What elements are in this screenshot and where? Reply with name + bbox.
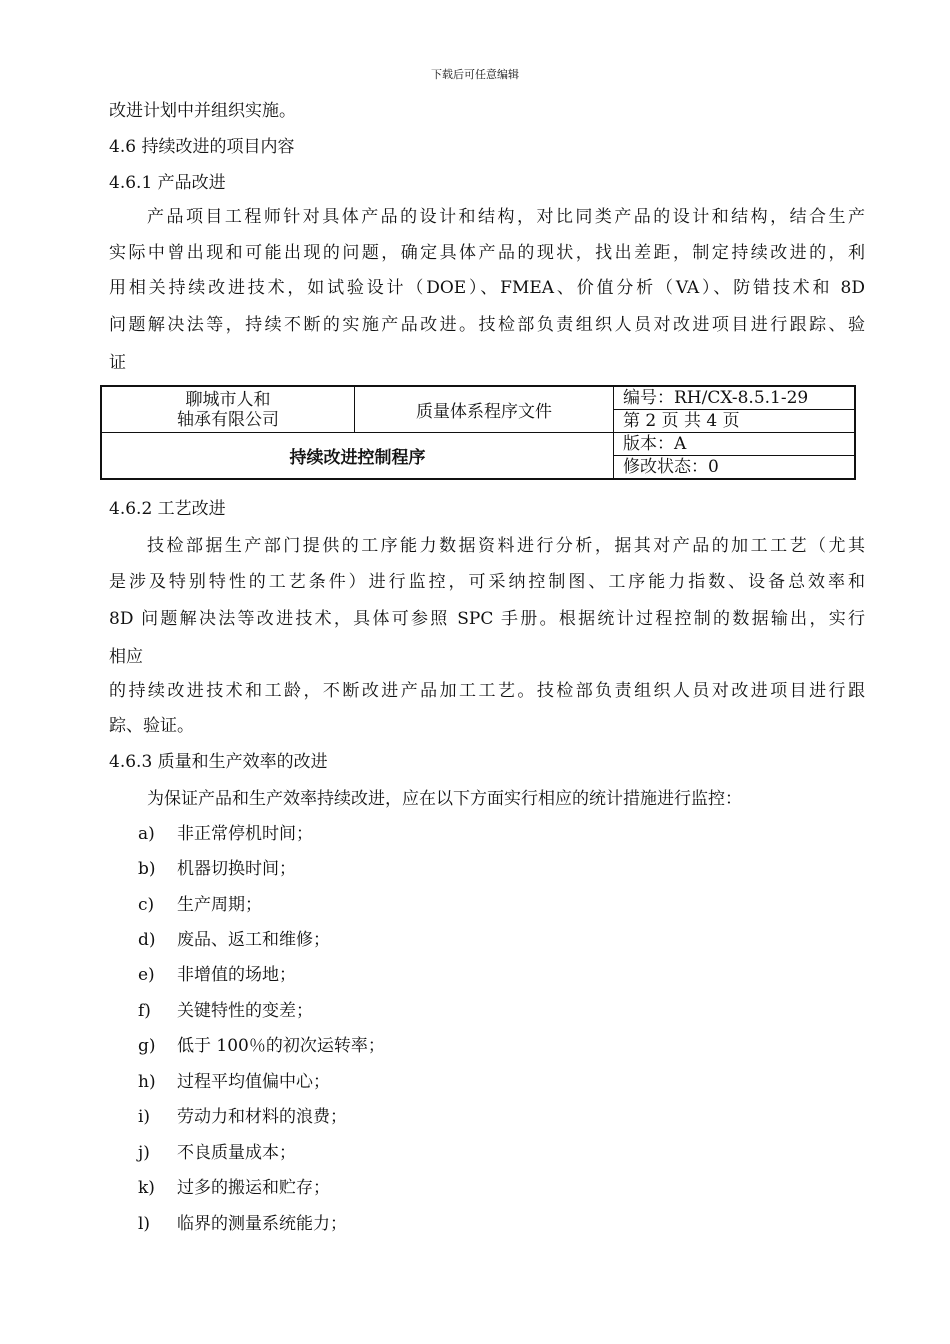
list-item-label: a) xyxy=(138,824,155,844)
list-item-label: g) xyxy=(138,1036,156,1056)
paragraph-line: 问题解决法等，持续不断的实施产品改进。技检部负责组织人员对改进项目进行跟踪、验 xyxy=(109,315,865,335)
paragraph-line: 踪、验证。 xyxy=(109,716,194,736)
list-item-label: l) xyxy=(138,1214,151,1234)
document-number-cell: 编号：RH/CX-8.5.1-29 xyxy=(614,386,856,410)
list-item-label: f) xyxy=(138,1001,151,1021)
paragraph-line: 8D 问题解决法等改进技术，具体可参照 SPC 手册。根据统计过程控制的数据输出，实行 xyxy=(109,609,865,629)
paragraph-line: 用相关持续改进技术，如试验设计（DOE）、FMEA、价值分析（VA）、防错技术和 8D xyxy=(109,278,865,298)
section-heading-4-6-1: 4.6.1 产品改进 xyxy=(109,173,226,193)
company-name-line1: 聊城市人和 xyxy=(185,389,271,410)
version-cell: 版本：A xyxy=(614,433,856,456)
list-item-text: 非增值的场地； xyxy=(177,965,296,985)
section-heading-4-6: 4.6 持续改进的项目内容 xyxy=(109,137,295,157)
paragraph-line: 相应 xyxy=(109,647,143,667)
list-item xyxy=(138,1071,330,1093)
paragraph-line: 技检部据生产部门提供的工序能力数据资料进行分析，据其对产品的加工工艺（尤其 xyxy=(147,536,865,556)
paragraph-line: 产品项目工程师针对具体产品的设计和结构，对比同类产品的设计和结构，结合生产 xyxy=(147,207,865,227)
page-header-note: 下载后可任意编辑 xyxy=(431,68,519,81)
list-item-label: b) xyxy=(138,859,156,879)
list-item-label: h) xyxy=(138,1072,156,1092)
company-name-line2: 轴承有限公司 xyxy=(177,409,279,430)
paragraph-line: 为保证产品和生产效率持续改进，应在以下方面实行相应的统计措施进行监控： xyxy=(147,789,742,809)
list-item-text: 不良质量成本； xyxy=(177,1143,296,1163)
list-item xyxy=(138,1035,385,1057)
list-item-text: 废品、返工和维修； xyxy=(177,930,330,950)
list-item xyxy=(138,929,330,951)
paragraph-line: 实际中曾出现和可能出现的问题，确定具体产品的现状，找出差距，制定持续改进的，利 xyxy=(109,243,865,263)
paragraph-line: 证 xyxy=(109,353,126,373)
list-item-text: 临界的测量系统能力； xyxy=(177,1214,347,1234)
list-item xyxy=(138,1106,347,1128)
list-item-label: i) xyxy=(138,1107,151,1127)
continuation-text: 改进计划中并组织实施。 xyxy=(109,101,296,121)
list-item-label: c) xyxy=(138,895,155,915)
list-item-text: 生产周期； xyxy=(177,895,262,915)
list-item-text: 关键特性的变差； xyxy=(177,1001,313,1021)
list-item xyxy=(138,1177,330,1199)
revision-status-cell: 修改状态：0 xyxy=(614,456,856,480)
list-item xyxy=(138,823,313,845)
page-count-cell: 第 2 页 共 4 页 xyxy=(614,410,856,433)
list-item xyxy=(138,858,296,880)
list-item-text: 非正常停机时间； xyxy=(177,824,313,844)
list-item-label: j) xyxy=(138,1143,150,1163)
list-item-text: 过多的搬运和贮存； xyxy=(177,1178,330,1198)
section-heading-4-6-3: 4.6.3 质量和生产效率的改进 xyxy=(109,752,328,772)
list-item xyxy=(138,1000,313,1022)
list-item-label: d) xyxy=(138,930,156,950)
section-heading-4-6-2: 4.6.2 工艺改进 xyxy=(109,499,226,519)
system-document-cell: 质量体系程序文件 xyxy=(355,386,614,433)
list-item xyxy=(138,1142,296,1164)
list-item-label: e) xyxy=(138,965,155,985)
list-item xyxy=(138,894,262,916)
list-item-text: 劳动力和材料的浪费； xyxy=(177,1107,347,1127)
document-control-table xyxy=(100,385,856,480)
list-item xyxy=(138,964,296,986)
list-item-label: k) xyxy=(138,1178,155,1198)
list-item xyxy=(138,1213,347,1235)
company-name-cell xyxy=(101,386,355,433)
list-item-text: 低于 100％的初次运转率； xyxy=(177,1036,385,1056)
paragraph-line: 是涉及特别特性的工艺条件）进行监控，可采纳控制图、工序能力指数、设备总效率和 xyxy=(109,572,865,592)
list-item-text: 过程平均值偏中心； xyxy=(177,1072,330,1092)
paragraph-line: 的持续改进技术和工龄，不断改进产品加工工艺。技检部负责组织人员对改进项目进行跟 xyxy=(109,681,865,701)
procedure-title-cell: 持续改进控制程序 xyxy=(101,433,614,480)
list-item-text: 机器切换时间； xyxy=(177,859,296,879)
